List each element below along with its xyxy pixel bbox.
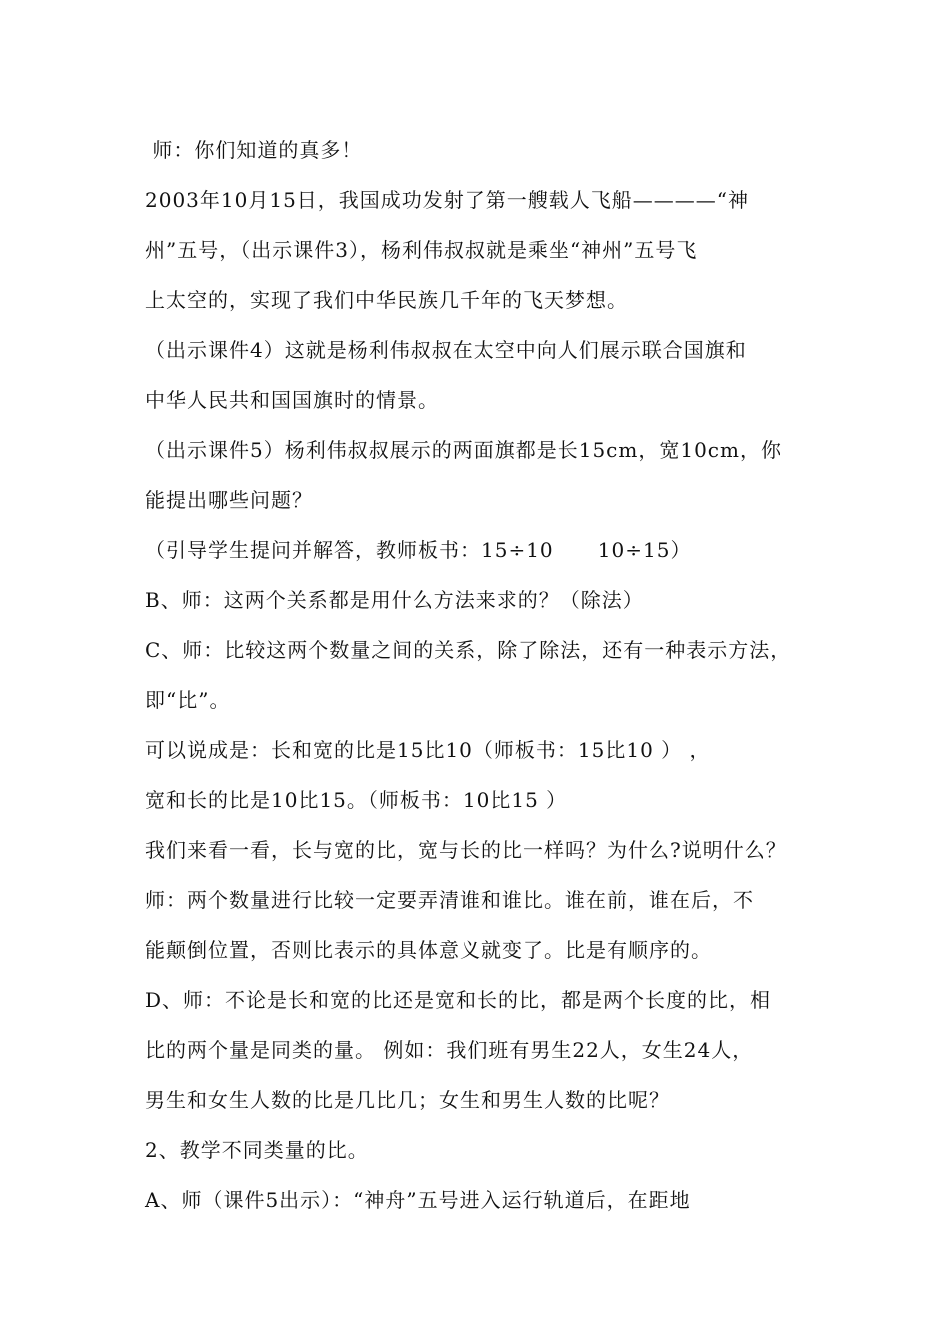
text-line: 能提出哪些问题？ <box>145 488 313 512</box>
text-line: 即“比”。 <box>145 688 231 712</box>
text-line: C、师：比较这两个数量之间的关系，除了除法，还有一种表示方法， <box>145 638 792 662</box>
text-line: 比的两个量是同类的量。 例如：我们班有男生22人，女生24人， <box>145 1038 754 1062</box>
text-line: （引导学生提问并解答，教师板书：15÷10 10÷15） <box>145 538 692 562</box>
text-line: 州”五号，（出示课件3），杨利伟叔叔就是乘坐“神州”五号飞 <box>145 238 698 262</box>
text-line: （出示课件4）这就是杨利伟叔叔在太空中向人们展示联合国旗和 <box>145 338 747 362</box>
text-line: 师：你们知道的真多！ <box>145 138 363 162</box>
text-line: 能颠倒位置，否则比表示的具体意义就变了。比是有顺序的。 <box>145 938 712 962</box>
text-line: 上太空的，实现了我们中华民族几千年的飞天梦想。 <box>145 288 628 312</box>
text-line: B、师：这两个关系都是用什么方法来求的？（除法） <box>145 588 644 612</box>
text-line: D、师：不论是长和宽的比还是宽和长的比，都是两个长度的比，相 <box>145 988 772 1012</box>
text-line: 师：两个数量进行比较一定要弄清谁和谁比。谁在前，谁在后，不 <box>145 888 754 912</box>
text-line: 2、教学不同类量的比。 <box>145 1138 369 1162</box>
text-line: 中华人民共和国国旗时的情景。 <box>145 388 439 412</box>
text-line: 我们来看一看，长与宽的比，宽与长的比一样吗？为什么?说明什么？ <box>145 838 787 862</box>
text-line: 可以说成是：长和宽的比是15比10（师板书：15比10 ） ， <box>145 738 711 762</box>
text-line: （出示课件5）杨利伟叔叔展示的两面旗都是长15cm，宽10cm，你 <box>145 438 782 462</box>
text-line: 男生和女生人数的比是几比几；女生和男生人数的比呢？ <box>145 1088 670 1112</box>
text-line: A、师（课件5出示）：“神舟”五号进入运行轨道后，在距地 <box>145 1188 691 1212</box>
text-line: 2003年10月15日，我国成功发射了第一艘载人飞船————“神 <box>145 188 750 212</box>
text-line: 宽和长的比是10比15。（师板书：10比15 ） <box>145 788 568 812</box>
